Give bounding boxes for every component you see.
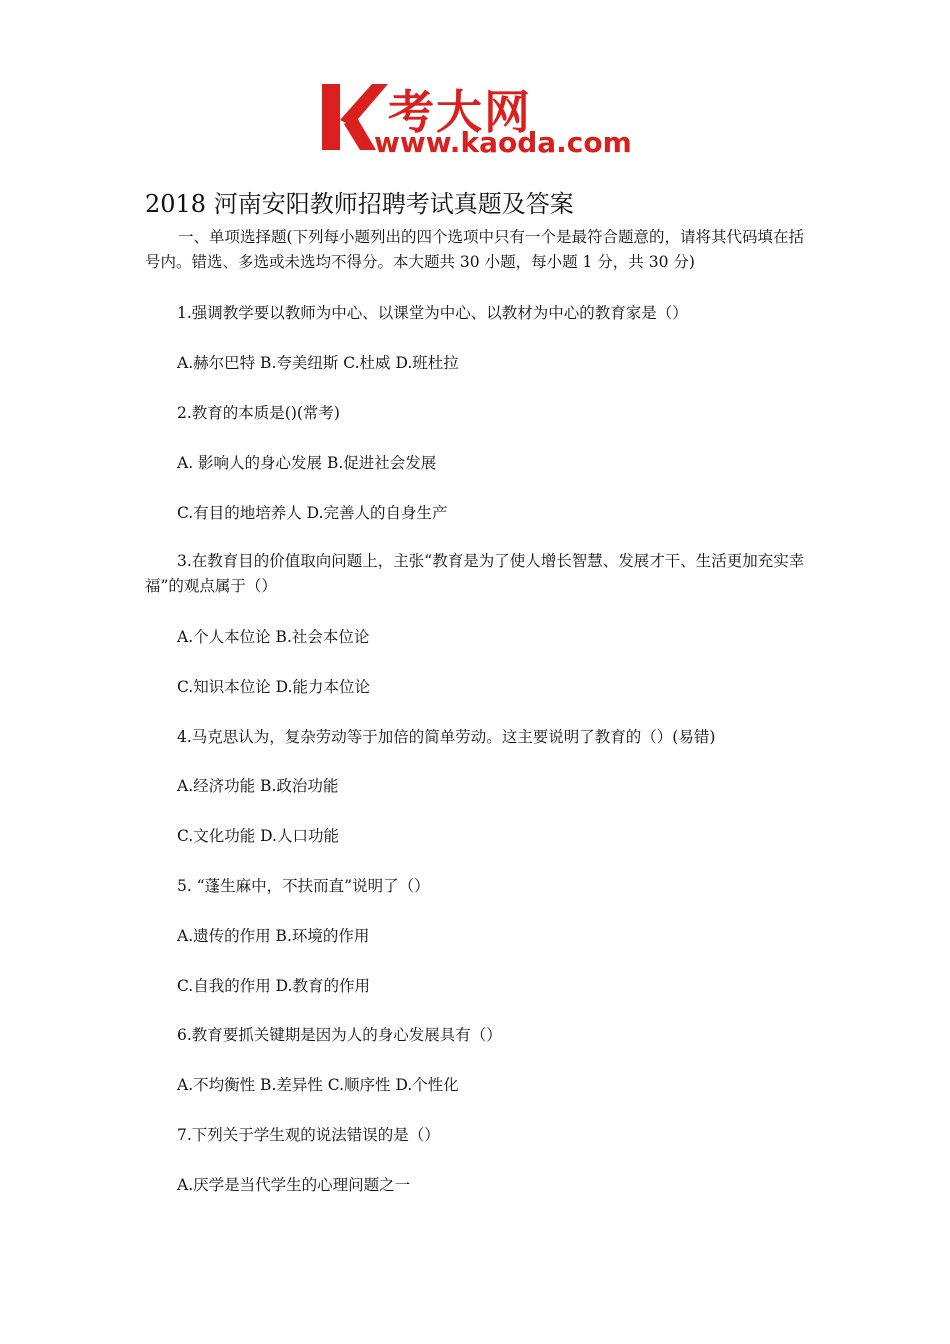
- question-3-options-ab: A.个人本位论 B.社会本位论: [177, 628, 370, 646]
- question-3: 3.在教育目的价值取向问题上，主张“教育是为了使人增长智慧、发展才干、生活更加充实幸福”的观点属于（）: [145, 552, 805, 595]
- question-2: 2.教育的本质是()(常考): [177, 404, 340, 422]
- question-1-options: A.赫尔巴特 B.夸美纽斯 C.杜威 D.班杜拉: [177, 354, 459, 372]
- question-2-options-cd: C.有目的地培养人 D.完善人的自身生产: [177, 504, 448, 522]
- question-1: 1.强调教学要以教师为中心、以课堂为中心、以教材为中心的教育家是（）: [177, 304, 688, 322]
- question-4: 4.马克思认为，复杂劳动等于加倍的简单劳动。这主要说明了教育的（）(易错): [177, 728, 716, 746]
- question-3-options-cd: C.知识本位论 D.能力本位论: [177, 678, 370, 696]
- section-intro: 一、单项选择题(下列每小题列出的四个选项中只有一个是最符合题意的，请将其代码填在括号内。错选、多选或未选均不得分。本大题共 30 小题，每小题 1 分，共 30 分): [145, 228, 805, 271]
- logo-chinese-name: 考大网: [388, 85, 532, 139]
- question-4-options-cd: C.文化功能 D.人口功能: [177, 827, 339, 845]
- question-7-option-a: A.厌学是当代学生的心理问题之一: [177, 1176, 411, 1194]
- question-4-options-ab: A.经济功能 B.政治功能: [177, 777, 339, 795]
- question-5-options-ab: A.遗传的作用 B.环境的作用: [177, 927, 370, 945]
- question-2-options-ab: A. 影响人的身心发展 B.促进社会发展: [177, 454, 437, 472]
- page-title: 2018 河南安阳教师招聘考试真题及答案: [145, 190, 574, 218]
- logo-url: www.kaoda.com: [374, 126, 632, 159]
- question-6-options: A.不均衡性 B.差异性 C.顺序性 D.个性化: [177, 1076, 459, 1094]
- question-5: 5. “蓬生麻中，不扶而直”说明了（）: [177, 877, 430, 895]
- question-5-options-cd: C.自我的作用 D.教育的作用: [177, 977, 370, 995]
- kaoda-logo: [318, 80, 638, 162]
- question-6: 6.教育要抓关键期是因为人的身心发展具有（）: [177, 1026, 502, 1044]
- question-7: 7.下列关于学生观的说法错误的是（）: [177, 1126, 440, 1144]
